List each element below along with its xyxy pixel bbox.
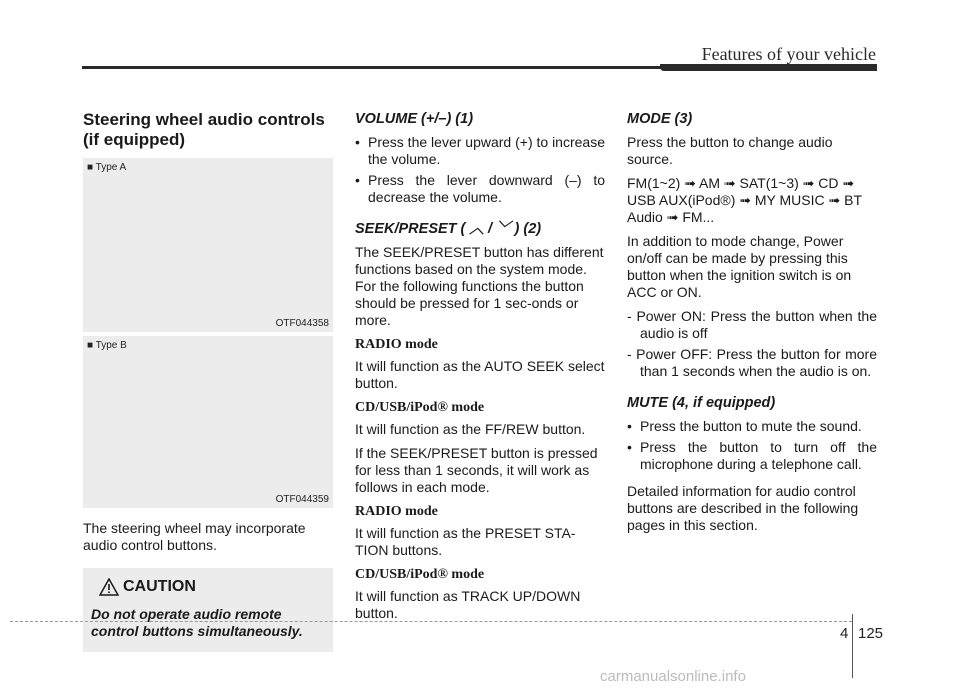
figure-type-b-code: OTF044359 [275, 494, 329, 505]
cd-mode-text-1: It will function as the FF/REW button. [355, 421, 586, 437]
page-number: 125 [858, 625, 884, 642]
volume-list [355, 134, 605, 206]
figure-type-a [83, 158, 333, 332]
power-on-text: - Power ON: Press the button when the audio is off [627, 308, 877, 341]
mute-heading: MUTE (4, if equipped) [627, 395, 776, 411]
header-rule-accent [660, 64, 877, 71]
figure-type-a-code: OTF044358 [275, 318, 329, 329]
section-title: Steering wheel audio controls (if equipped) [83, 110, 325, 149]
cd-mode-text-2: It will function as TRACK UP/DOWN button. [355, 588, 581, 621]
caution-text: Do not operate audio remote control buttons simultaneously. [91, 606, 303, 639]
figure-type-b [83, 336, 333, 508]
footer-dashed-rule [10, 621, 852, 622]
seek-intro: The SEEK/PRESET button has different functions based on the system mode. For the following functions the button should be pressed for 1 sec-onds or more. [355, 244, 604, 328]
volume-item-up: • Press the lever upward (+) to increase the volume. [355, 134, 605, 168]
footer-divider [852, 614, 853, 678]
radio-mode-heading-2: RADIO mode [355, 504, 438, 519]
column-2 [355, 110, 605, 629]
radio-mode-text-1: It will function as the AUTO SEEK select button. [355, 358, 605, 391]
intro-paragraph: The steering wheel may incorporate audio control buttons. [83, 520, 306, 553]
running-header: Features of your vehicle [701, 44, 876, 64]
figure-type-b-label: ■ Type B [87, 340, 127, 351]
mute-list [627, 418, 877, 473]
warning-triangle-icon [99, 578, 119, 596]
short-press-text: If the SEEK/PRESET button is pressed for less than 1 seconds, it will work as follows in each mode. [355, 445, 598, 495]
power-off-text: - Power OFF: Press the button for more than 1 seconds when the audio is on. [627, 346, 877, 379]
cd-mode-heading-1: CD/USB/iPod® mode [355, 400, 485, 415]
caution-box [83, 568, 333, 652]
chapter-number: 4 [840, 625, 849, 642]
mode-sequence: FM(1~2) ➟ AM ➟ SAT(1~3) ➟ CD ➟ USB AUX(iPod®) ➟ MY MUSIC ➟ BT Audio ➟ FM... [627, 175, 862, 225]
mode-power-text: In addition to mode change, Power on/off can be made by pressing this button when the ignition switch is on ACC or ON. [627, 233, 852, 300]
detail-text: Detailed information for audio control buttons are described in the following pages in this section. [627, 483, 859, 533]
figure-type-a-label: ■ Type A [87, 162, 127, 173]
watermark: carmanualsonline.info [600, 668, 746, 685]
radio-mode-heading-1: RADIO mode [355, 337, 438, 352]
mute-item-microphone: • Press the button to turn off the microphone during a telephone call. [627, 439, 877, 473]
volume-item-down: • Press the lever downward (–) to decrease the volume. [355, 172, 605, 206]
cd-mode-heading-2: CD/USB/iPod® mode [355, 567, 485, 582]
mode-text: Press the button to change audio source. [627, 134, 833, 167]
mute-item-sound: • Press the button to mute the sound. [627, 418, 877, 435]
radio-mode-text-2: It will function as the PRESET STA-TION buttons. [355, 525, 576, 558]
mode-heading: MODE (3) [627, 111, 693, 127]
column-1 [83, 110, 333, 652]
seek-heading: SEEK/PRESET ( ︿ / ﹀ ) (2) [355, 221, 542, 237]
column-3 [627, 110, 877, 541]
caution-title: CAUTION [123, 578, 196, 595]
volume-heading: VOLUME (+/–) (1) [355, 111, 474, 127]
